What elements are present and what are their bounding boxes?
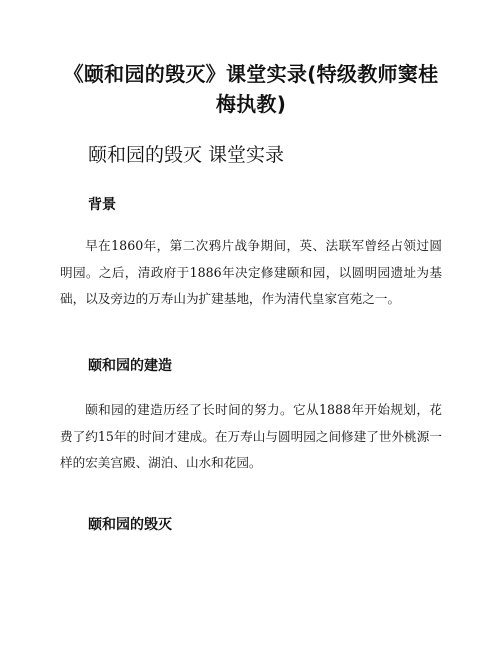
section-paragraph-construction: 颐和园的建造历经了长时间的努力。它从1888年开始规划，花费了约15年的时间才建成。在万寿山与圆明园之间修建了世外桃源一样的宏美宫殿、湖泊、山水和花园。 bbox=[60, 402, 442, 470]
document-subtitle: 颐和园的毁灭 课堂实录 bbox=[88, 144, 285, 166]
section-paragraph-background: 早在1860年，第二次鸦片战争期间，英、法联军曾经占领过圆明园。之后，清政府于1886年决定修建颐和园，以圆明园遗址为基础，以及旁边的万寿山为扩建基地，作为清代皇家宫苑之一。 bbox=[60, 238, 442, 306]
section-heading-destruction: 颐和园的毁灭 bbox=[88, 517, 172, 533]
section-heading-construction: 颐和园的建造 bbox=[88, 358, 172, 374]
section-heading-background: 背景 bbox=[88, 197, 116, 213]
document-title: 《颐和园的毁灭》课堂实录(特级教师窦桂梅执教) bbox=[63, 62, 439, 116]
